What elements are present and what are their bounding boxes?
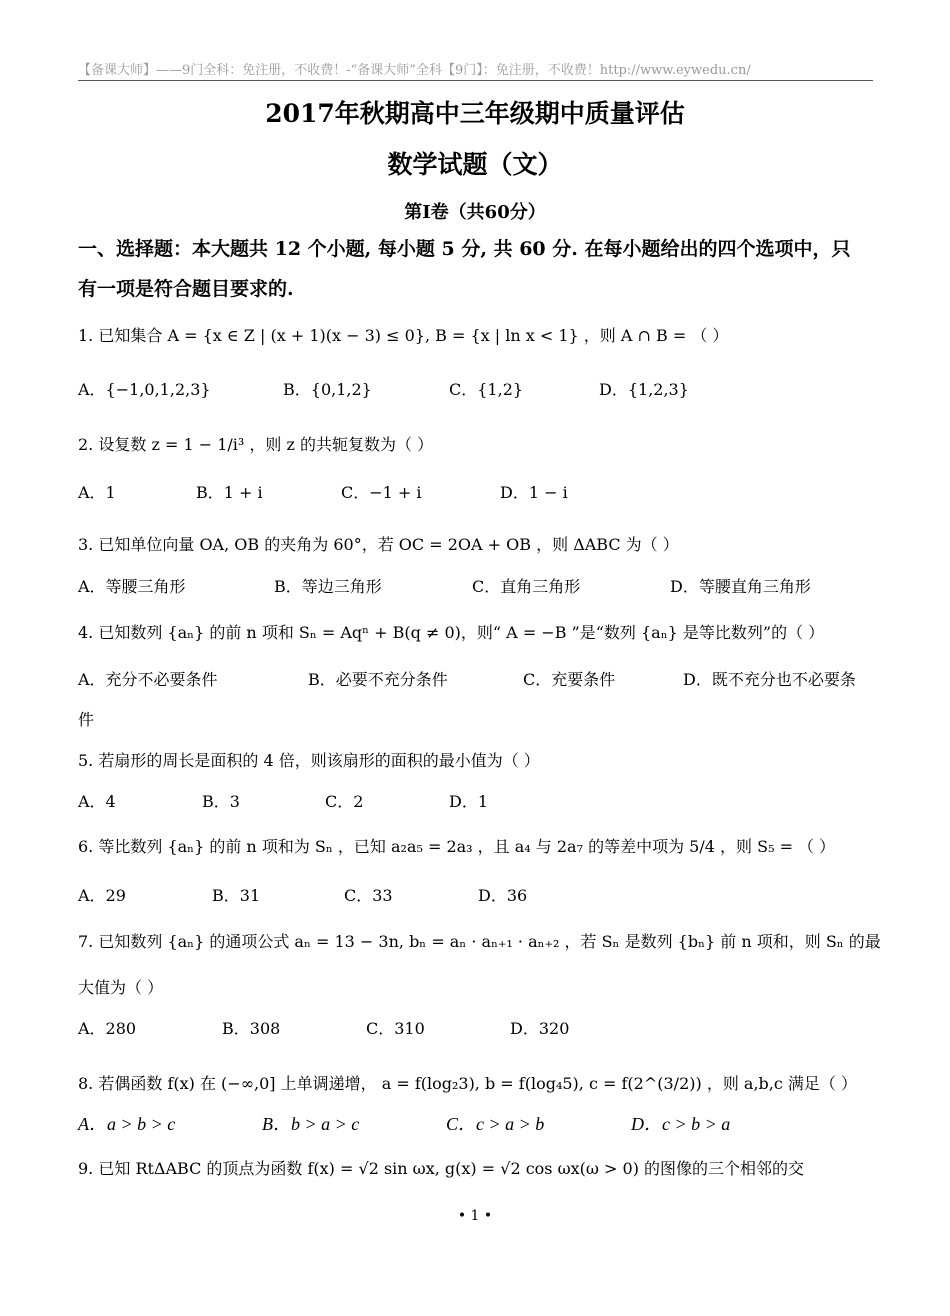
option-d: D．1 [449, 792, 489, 811]
option-c: C．{1,2} [449, 380, 524, 399]
option-b: B．3 [202, 792, 240, 811]
option-b: B．等边三角形 [274, 577, 382, 596]
question-2-options [78, 480, 878, 504]
option-c: C．33 [344, 886, 393, 905]
option-a: A．29 [78, 886, 126, 905]
question-7-stem-wrap: 大值为（ ） [78, 978, 164, 997]
exam-title: 2017年秋期高中三年级期中质量评估 [265, 99, 685, 128]
page-number: • 1 • [457, 1208, 493, 1224]
question-6-options [78, 883, 878, 907]
option-d: D．320 [510, 1019, 570, 1038]
question-9-stem: 9. 已知 RtΔABC 的顶点为函数 f(x) = √2 sin ωx, g(x) = √2 cos ωx(ω > 0) 的图像的三个相邻的交 [78, 1159, 805, 1178]
option-a: A．充分不必要条件 [78, 670, 218, 689]
question-1-stem: 1. 已知集合 A = {x ∈ Z | (x + 1)(x − 3) ≤ 0}, B = {x | ln x < 1} ，则 A ∩ B = （ ） [78, 326, 729, 345]
option-d: D．既不充分也不必要条 [683, 670, 856, 689]
option-b: B．31 [212, 886, 261, 905]
question-7-stem: 7. 已知数列 {aₙ} 的通项公式 aₙ = 13 − 3n, bₙ = aₙ · aₙ₊₁ · aₙ₊₂ ，若 Sₙ 是数列 {bₙ} 前 n 项和，则 Sₙ 的最 [78, 932, 881, 951]
option-c: C．2 [325, 792, 364, 811]
question-4-stem: 4. 已知数列 {aₙ} 的前 n 项和 Sₙ = Aqⁿ + B(q ≠ 0)，则“ A = −B ”是“数列 {aₙ} 是等比数列”的（ ） [78, 623, 825, 642]
section-heading-line2: 有一项是符合题目要求的. [78, 278, 294, 300]
option-c: C．充要条件 [523, 670, 616, 689]
option-a: A．等腰三角形 [78, 577, 186, 596]
question-1-options [78, 377, 878, 401]
question-3-stem: 3. 已知单位向量 OA, OB 的夹角为 60°，若 OC = 2OA + OB ，则 ΔABC 为（ ） [78, 535, 679, 554]
option-b: B．b > a > c [262, 1114, 360, 1134]
option-b: B．{0,1,2} [283, 380, 372, 399]
question-5-stem: 5. 若扇形的周长是面积的 4 倍，则该扇形的面积的最小值为（ ） [78, 751, 540, 770]
option-b: B．必要不充分条件 [308, 670, 448, 689]
option-c: C．直角三角形 [472, 577, 581, 596]
question-8-options [78, 1110, 878, 1134]
option-a: A．280 [78, 1019, 137, 1038]
question-4-option-wrap: 件 [78, 710, 95, 729]
option-d: D．{1,2,3} [599, 380, 689, 399]
option-d: D．1 − i [500, 483, 568, 502]
question-7-options [78, 1016, 878, 1040]
question-8-stem: 8. 若偶函数 f(x) 在 (−∞,0] 上单调递增， a = f(log₂3), b = f(log₄5), c = f(2^(3/2)) ，则 a,b,c 满足（ ） [78, 1074, 857, 1093]
question-6-stem: 6. 等比数列 {aₙ} 的前 n 项和为 Sₙ ，已知 a₂a₅ = 2a₃ ，且 a₄ 与 2a₇ 的等差中项为 5/4 ，则 S₅ = （ ） [78, 837, 836, 856]
section-heading-line1: 一、选择题：本大题共 12 个小题, 每小题 5 分, 共 60 分. 在每小题给出的四个选项中，只 [78, 238, 851, 260]
header-banner: 【备课大师】——9门全科：免注册，不收费！-“备课大师”全科【9门】：免注册，不收费！http://www.eywedu.cn/ [78, 63, 751, 78]
question-5-options [78, 789, 878, 813]
option-a: A．{−1,0,1,2,3} [78, 380, 211, 399]
option-d: D．c > b > a [631, 1114, 731, 1134]
option-d: D．等腰直角三角形 [670, 577, 811, 596]
option-b: B．1 + i [196, 483, 263, 502]
question-3-options [78, 574, 878, 598]
option-c: C．310 [366, 1019, 425, 1038]
option-c: C．−1 + i [341, 483, 422, 502]
question-4-options [78, 667, 878, 691]
header-rule [78, 80, 873, 81]
option-b: B．308 [222, 1019, 281, 1038]
question-2-stem: 2. 设复数 z = 1 − 1/i³ ，则 z 的共轭复数为（ ） [78, 435, 434, 454]
option-a: A．a > b > c [78, 1114, 176, 1134]
option-a: A．1 [78, 483, 116, 502]
option-d: D．36 [478, 886, 528, 905]
option-c: C．c > a > b [446, 1114, 545, 1134]
exam-subtitle: 数学试题（文） [387, 150, 563, 179]
volume-heading: 第Ⅰ卷（共60分） [404, 202, 546, 223]
option-a: A．4 [78, 792, 116, 811]
